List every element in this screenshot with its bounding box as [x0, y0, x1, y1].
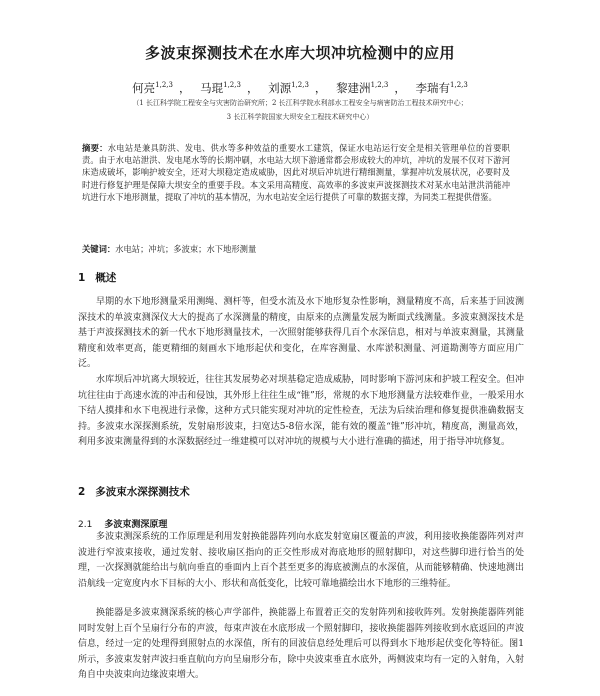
affiliation-line-1: （1 长江科学院工程安全与灾害防治研究所；2 长江科学院水利部水工程安全与病害防治工程技术研究中心； — [132, 99, 468, 107]
keywords-label: 关键词： — [82, 244, 116, 254]
affiliation-line-2: 3 长江科学院国家大坝安全工程技术研究中心） — [226, 113, 374, 121]
author: 何亮$^{1,2,3}$ — [132, 81, 173, 95]
author: 李瑞有$^{1,2,3}$ — [415, 81, 468, 95]
author: 刘源$^{1,2,3}$ — [268, 81, 309, 95]
section-heading-1: 1 概述 — [78, 272, 117, 284]
paragraph: 多波束测深系统的工作原理是利用发射换能器阵列向水底发射宽扇区覆盖的声波，利用接收换能器阵列对声波进行窄波束接收，通过发射、接收扇区指向的正交性形成对海底地形的照射脚印，对这些脚印进行恰当的处理，一次探测就能给出与航向垂直的垂面内上百个甚至更多的海底被测点的水深值，从而能够精确、快速地测出沿航线一定宽度内水下目标的大小、形状和高低变化，比较可靠地描绘出水下地形的三维特征。 — [78, 532, 524, 589]
paragraph: 换能器是多波束测深系统的核心声学部件，换能器上布置着正交的发射阵列和接收阵列。发射换能器阵列能同时发射上百个呈扇行分布的声波，每束声波在水底形成一个照射脚印，接收换能器阵列接收到水底返回的声波信息，经过一定的处理得到照射点的水深值，所有的回波信息经处理后可以得到水下地形起伏变化等特征。图1所示，多波束发射声波扫垂直航向方向呈扇形分布，除中央波束垂直水底外，两侧波束均有一定的入射角，入射角自中央波束向边缘波束增大。 — [78, 608, 524, 680]
keywords — [82, 243, 510, 255]
paragraph: 水库坝后冲坑离大坝较近，往往其发展势必对坝基稳定造成威胁，同时影响下游河床和护坡工程安全。但冲坑往往由于高速水流的冲击和侵蚀，其外形上往往生成“锥”形，常规的水下地形测量方法较难作业，一般采用水下结人摸排和水下电视进行录像，这种方式只能实现对冲坑的定性检查，无法为后续治理和修复提供准确数据支持。多波束水深探测系统，发射扇形波束，扫宽达5-8倍水深，能有效的覆盖“锥”形冲坑，精度高，测量高效，利用多波束测量得到的水深数据经过一维建模可以对冲坑的规模与大小进行准确的描述，用于指导冲坑修复。 — [78, 375, 524, 447]
author: 黎建洲$^{1,2,3}$ — [336, 81, 389, 95]
abstract — [82, 142, 510, 203]
section-heading-2: 2 多波束水深探测技术 — [78, 486, 190, 498]
paper-title: 多波束探测技术在水库大坝冲坑检测中的应用 — [144, 44, 455, 62]
author-list: 何亮$^{1,2,3}$ ， 马琨$^{1,2,3}$ ， 刘源$^{1,2,3}$ ， 黎建洲$^{1,2,3}$ ， 李瑞有$^{1,2,3}$ — [132, 81, 468, 95]
paragraph: 早期的水下地形测量采用测绳、测杆等，但受水流及水下地形复杂性影响，测量精度不高，后来基于回波测深技术的单波束测深仪大大的提高了水深测量的精度，由原来的点测量发展为断面式线测量。多波束测深技术是基于声波探测技术的新一代水下地形测量技术，一次照射能够获得几百个水深信息，相对与单波束测量，其测量精度和效率更高，能更精细的刻画水下地形起伏和变化，在库容测量、水库淤积测量、河道勘测等方面应用广泛。 — [78, 297, 524, 369]
author: 马琨$^{1,2,3}$ — [200, 81, 241, 95]
abstract-text: 水电站是兼具防洪、发电、供水等多种效益的重要水工建筑，保证水电站运行安全是相关管理单位的首要职责。由于水电站泄洪、发电尾水等的长期冲刷，水电站大坝下游通常都会形成较大的冲坑，冲坑的发展不仅对下游河床造成破坏，影响护坡安全，还对大坝稳定造成威胁，因此对坝后冲坑进行精细测量，掌握冲坑发展状况，必要时及时进行修复护理是保障大坝安全的重要手段。本文采用高精度、高效率的多波束声波探测技术对某水电站泄洪消能冲坑进行水下地形测量，提取了冲坑的基本情况，为水电站安全运行提供了可靠的数据支撑，为同类工程提供借鉴。 — [82, 143, 510, 202]
subsection-heading: 2.1 多波束测深原理 — [78, 520, 168, 530]
abstract-label: 摘要： — [82, 143, 108, 153]
keywords-text: 水电站；冲坑；多波束；水下地形测量 — [115, 244, 257, 254]
